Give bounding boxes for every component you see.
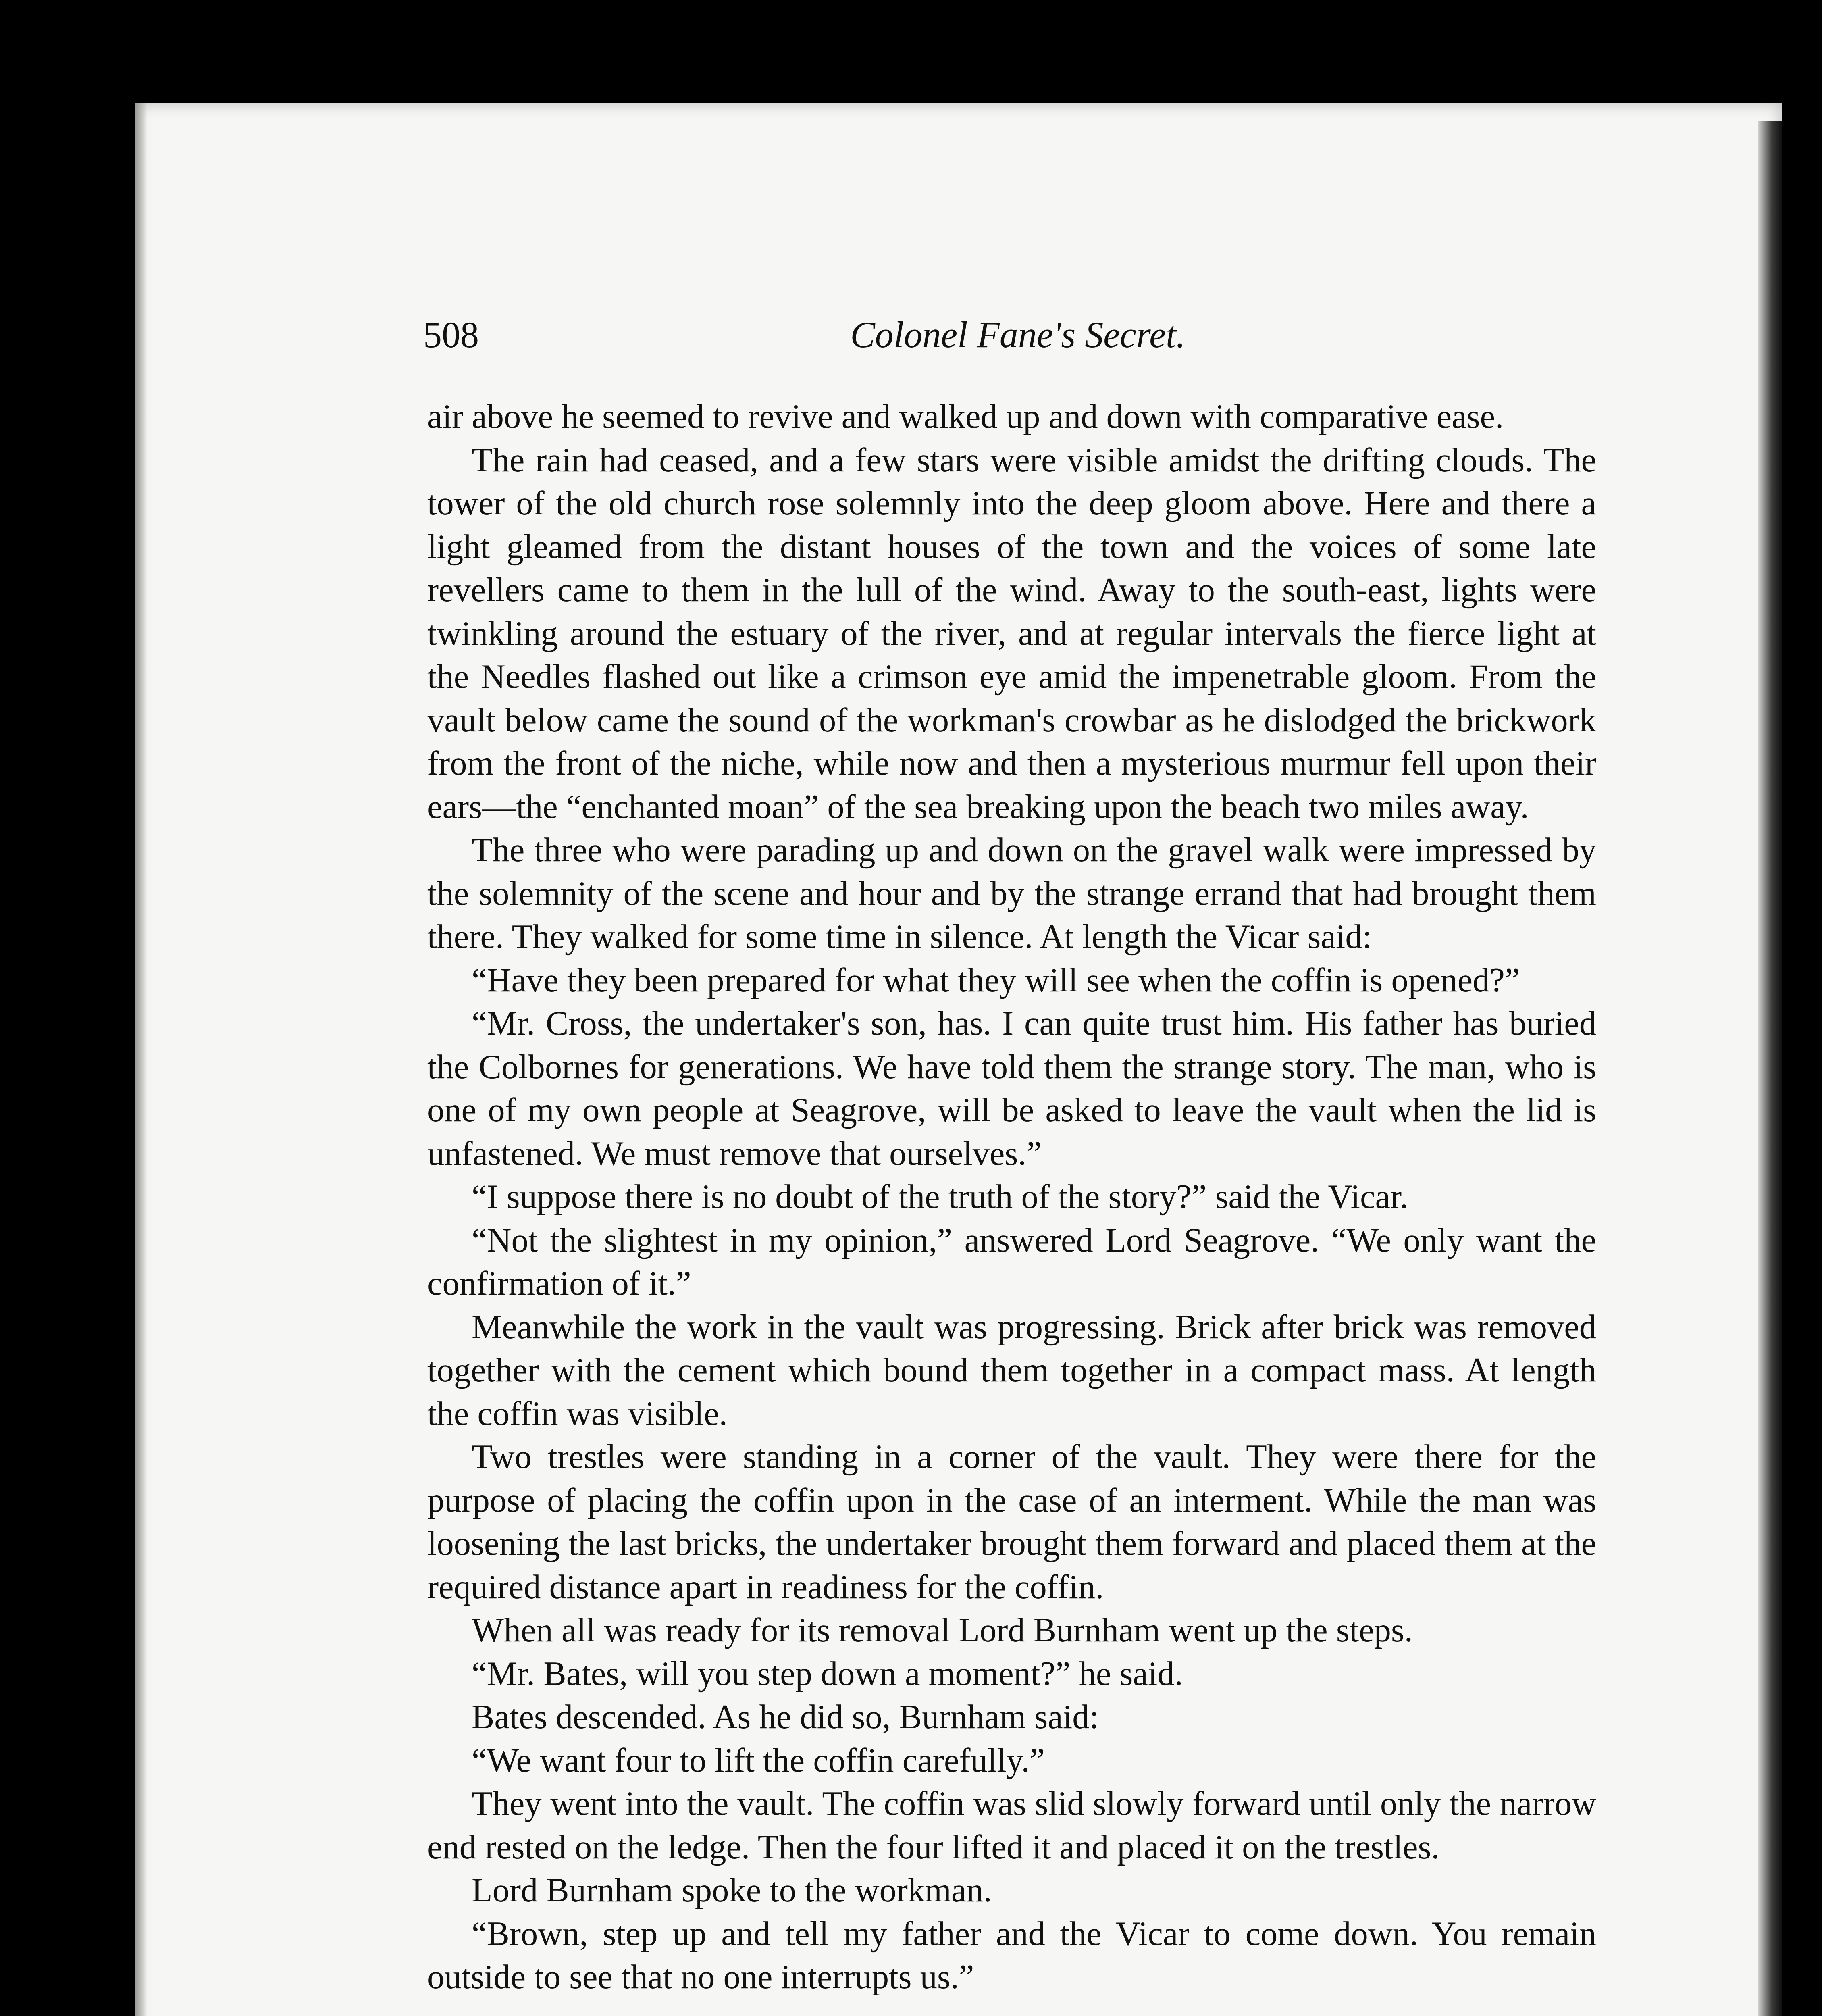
paragraph: air above he seemed to revive and walked up and down with comparative ease. [427,398,1504,435]
paragraph: Two trestles were standing in a corner of the vault. They were there for the purpose of placing the coffin upon in the case of an interment. While the man was loosening the last bricks, the undertaker brought them forward and placed them at the required distance apart in readiness for the coffin. [427,1438,1596,1606]
paragraph: “Mr. Cross, the undertaker's son, has. I can quite trust him. His father has buried the Colbornes for generations. We have told them the strange story. The man, who is one of my own people at Seagrove, will be asked to leave the vault when the lid is unfastened. We must remove that ourselves.” [427,1005,1596,1173]
paragraph: They went into the vault. The coffin was slid slowly forward until only the narrow end rested on the ledge. Then the four lifted it and placed it on the trestles. [427,1785,1596,1866]
paragraph: “We want four to lift the coffin carefully.” [472,1741,1045,1779]
paragraph: The three who were parading up and down on the gravel walk were impressed by the solemnity of the scene and hour and by the strange errand that had brought them there. They walked for some time in silence. At length the Vicar said: [427,831,1596,956]
page-number: 508 [423,314,479,355]
paragraph: Meanwhile the work in the vault was progressing. Brick after brick was removed together with the cement which bound them together in a compact mass. At length the coffin was visible. [427,1308,1596,1433]
paragraph: “I suppose there is no doubt of the truth of the story?” said the Vicar. [472,1178,1408,1216]
paragraph: When all was ready for its removal Lord Burnham went up the steps. [472,1612,1413,1649]
page-left-shadow [135,103,147,2016]
paragraph: The rain had ceased, and a few stars were visible amidst the drifting clouds. The tower of the old church rose solemnly into the deep gloom above. Here and there a light gleamed from the distant houses of the town and the voices of some late revellers came to them in the lull of the wind. Away to the south-east, lights were twinkling around the estuary of the river, and at regular intervals the fierce light at the Needles flashed out like a crimson eye amid the impenetrable gloom. From the vault below came the sound of the workman's crowbar as he dislodged the brickwork from the front of the niche, while now and then a mysterious murmur fell upon their ears—the “enchanted moan” of the sea breaking upon the beach two miles away. [427,441,1596,826]
body-text [427,395,1596,1999]
paragraph: “Have they been prepared for what they will see when the coffin is opened?” [472,961,1520,999]
paragraph: Lord Burnham spoke to the workman. [472,1872,992,1909]
paragraph: Bates descended. As he did so, Burnham said: [472,1698,1099,1736]
paragraph: “Brown, step up and tell my father and the Vicar to come down. You remain outside to see that no one interrupts us.” [427,1915,1596,1996]
running-title: Colonel Fane's Secret. [850,314,1186,355]
page-right-edge [1758,121,1782,2016]
page-header [423,306,1612,371]
paragraph: “Not the slightest in my opinion,” answered Lord Seagrove. “We only want the confirmation of it.” [427,1221,1596,1302]
paragraph: “Mr. Bates, will you step down a moment?” he said. [472,1655,1183,1693]
